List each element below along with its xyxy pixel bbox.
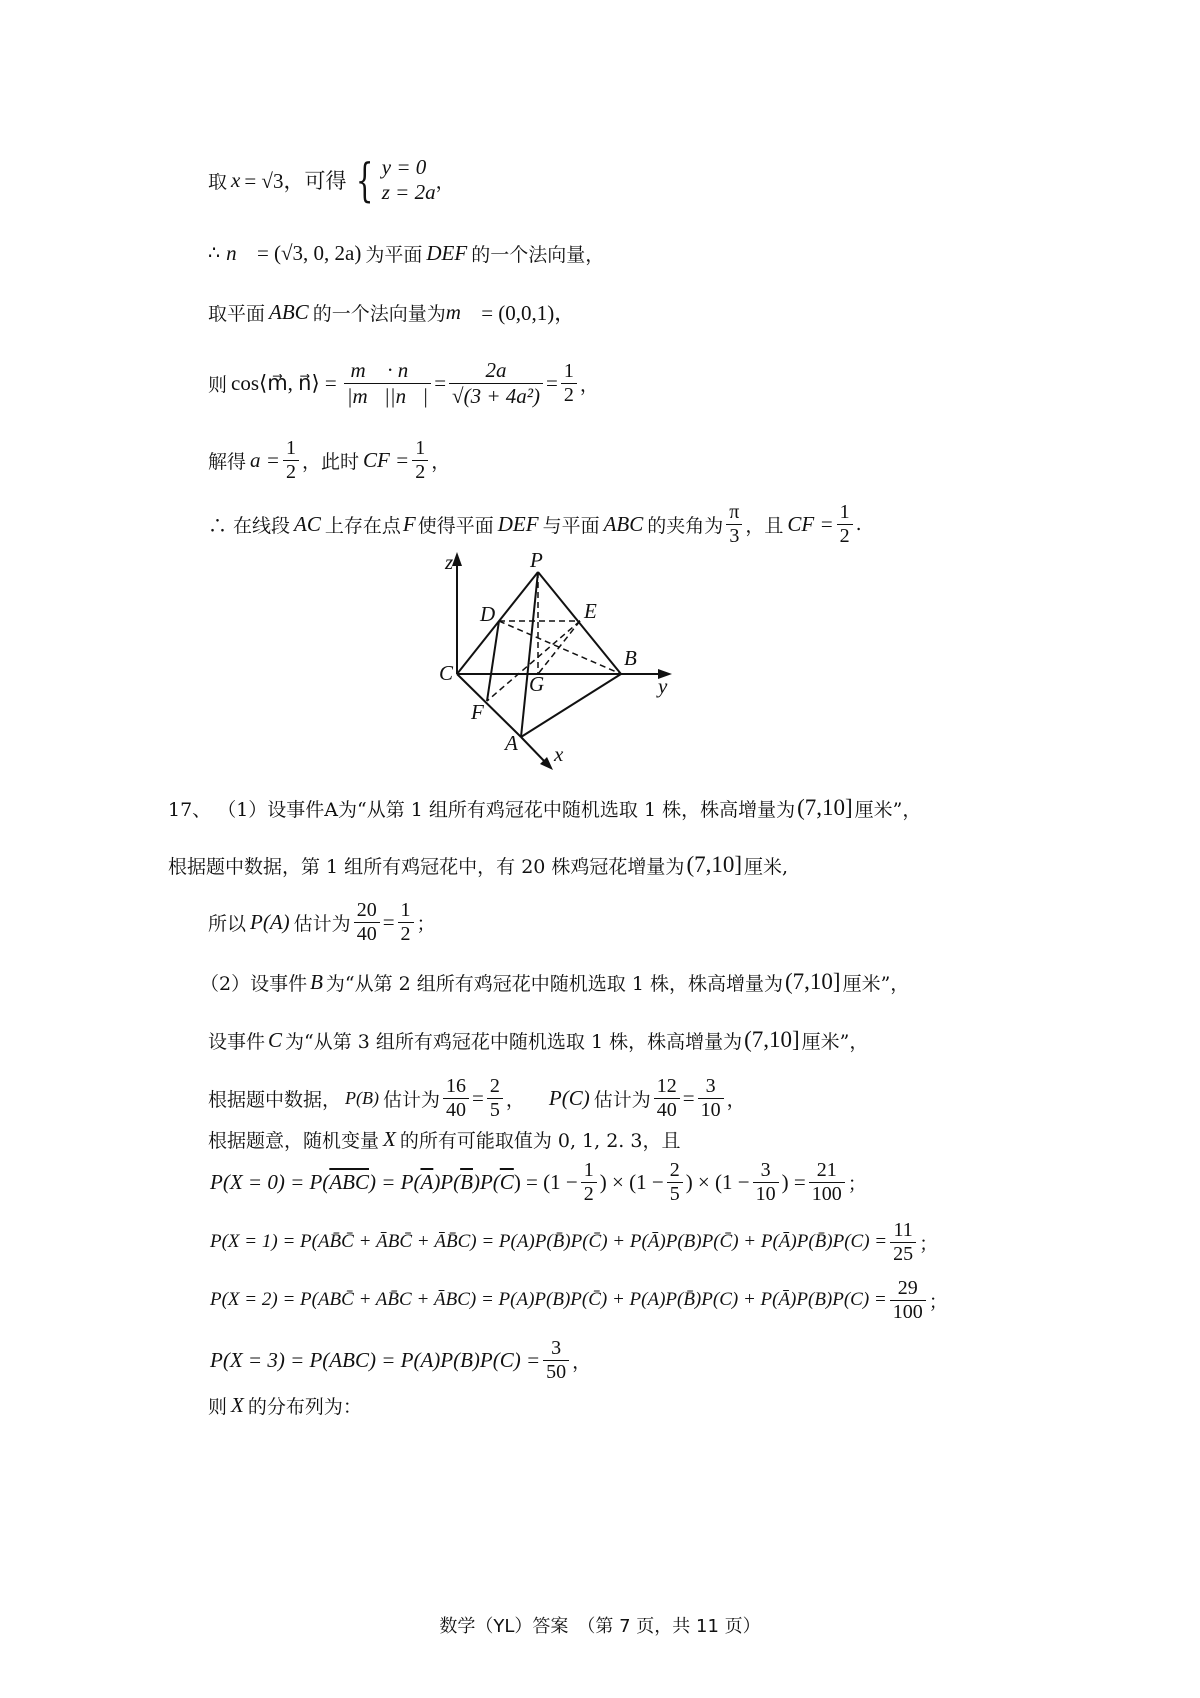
expr: ) = — [781, 1169, 806, 1194]
fraction: $\frac{3}{10}$ — [753, 1160, 779, 1205]
equals: = — [472, 1085, 484, 1110]
prob-x0-line — [210, 1154, 867, 1210]
q17-line-6 — [208, 1066, 746, 1130]
x-axis — [521, 737, 546, 763]
edge-pb — [538, 572, 621, 674]
text: 厘米, — [744, 855, 789, 878]
label-p: P — [530, 548, 543, 572]
interval: (7,10] — [784, 969, 841, 994]
equals: = — [682, 1085, 695, 1110]
equation-y: y = 0 — [381, 154, 427, 179]
text: ∴ 在线段 — [208, 514, 291, 537]
fraction: $\frac{3}{50}$ — [543, 1338, 569, 1383]
event-complement: $\overline{ABC}$ — [329, 1169, 369, 1194]
prob-b: P(B) — [345, 1087, 379, 1108]
z-axis-arrow — [452, 552, 462, 566]
plane-def: DEF — [497, 511, 539, 536]
fraction: $\frac{\pi}{3}$ — [726, 502, 742, 547]
fraction: $\frac{20}{40}$ — [354, 900, 380, 945]
text: ， — [435, 170, 455, 193]
fraction: $\frac{11}{25}$ — [890, 1220, 916, 1265]
text: 使得平面 — [417, 514, 494, 537]
text: （2）设事件 — [200, 972, 308, 995]
fraction: $\frac{16}{40}$ — [443, 1076, 469, 1121]
text: 则 — [208, 373, 228, 396]
event-a-bar: $\overline{A}$ — [420, 1169, 434, 1194]
text: ； — [919, 1232, 939, 1255]
fraction: $\frac{1}{2}$ — [561, 361, 577, 406]
equals: = — [546, 370, 558, 395]
expr: ) = P( — [368, 1169, 421, 1194]
label-g: G — [529, 672, 545, 696]
expr: ) = (1 − — [513, 1169, 578, 1194]
point-f: F — [402, 511, 416, 536]
label-f: F — [471, 700, 484, 724]
equals: = — [434, 370, 447, 395]
text: ， — [505, 1088, 525, 1111]
plane-def: DEF — [426, 240, 468, 265]
label-x: x — [554, 742, 564, 766]
text: 17、 （1）设事件A为“从第 1 组所有鸡冠花中随机选取 1 株，株高增量为 — [168, 798, 796, 821]
fraction: $\frac{29}{100}$ — [890, 1278, 926, 1323]
interval: (7,10] — [686, 852, 743, 877]
edge-pa — [521, 572, 538, 737]
fraction: $\frac{1}{2}$ — [412, 438, 428, 483]
text: 为“从第 2 组所有鸡冠花中随机选取 1 株，株高增量为 — [325, 972, 783, 995]
equation-z: z = 2a — [381, 180, 436, 204]
event-b: B — [310, 969, 323, 994]
text: 的分布列为： — [247, 1395, 362, 1418]
text: 则 — [208, 1395, 228, 1418]
text: ， — [726, 1088, 746, 1111]
text: ， — [572, 1350, 592, 1373]
text: 的一个法向量为 — [312, 302, 446, 325]
page-footer: 数学（YL）答案 （第 7 页，共 11 页） — [439, 1616, 761, 1637]
text: 的夹角为 — [647, 514, 724, 537]
cosine-expression: cos⟨m⃗, n⃗⟩ = — [231, 370, 337, 395]
q17-line-2 — [168, 845, 788, 885]
interval: (7,10] — [797, 795, 853, 820]
prob-a: P(A) — [250, 909, 290, 934]
label-b: B — [624, 646, 637, 670]
prob-x2-line — [210, 1272, 948, 1328]
vector-value: = (√3, 0, 2a) — [256, 240, 362, 265]
text: 取 — [208, 170, 228, 193]
var-x: X — [231, 1392, 244, 1417]
fraction: $\frac{1}{2}$ — [283, 438, 299, 483]
edge-pc — [457, 572, 538, 674]
vector-m: m⃗ — [445, 299, 478, 324]
expr: P(X = 3) = P(ABC) = P(A)P(B)P(C) = — [210, 1347, 541, 1372]
figure-lines — [452, 552, 672, 770]
text: ， — [431, 450, 451, 473]
text: ； — [928, 1290, 948, 1313]
label-a: A — [505, 731, 518, 755]
label-d: D — [480, 602, 496, 626]
expr: P(X = 2) = P(ABC̄ + AB̄C + ĀBC) = P(A)P(B)P(C̄) + P(A)P(B̄)P(C) + P(Ā)P(B)P(C) = — [210, 1289, 887, 1310]
text: 厘米”， — [801, 1030, 869, 1053]
text: 为平面 — [365, 243, 423, 266]
var-x: x — [231, 167, 241, 192]
equals: = — [382, 909, 395, 934]
segment-cf: CF = — [787, 511, 834, 536]
q17-line-3 — [208, 890, 436, 954]
edge-db — [499, 621, 621, 674]
fraction: $\frac{2a}{\text{√(3 + 4a²)}}$ — [449, 359, 543, 406]
fraction: $\frac{m⃗ \cdot n⃗}{|m⃗||n⃗|}$ — [344, 359, 431, 406]
fraction: $\frac{12}{40}$ — [654, 1076, 680, 1121]
text: 的一个法向量， — [471, 243, 605, 266]
text: 根据题意，随机变量 — [208, 1129, 380, 1152]
text: = √3，可得 — [244, 169, 347, 193]
text: 的所有可能取值为 0, 1, 2. 3，且 — [399, 1129, 681, 1152]
expr: ) × (1 − — [685, 1169, 750, 1194]
q17-line-7 — [208, 1124, 680, 1154]
expr: ) × (1 − — [599, 1169, 664, 1194]
expr: P(X = 1) = P(AB̄C̄ + ĀBC̄ + ĀB̄C) = P(A)P(B̄)P(C̄) + P(Ā)P(B)P(C̄) + P(Ā)P(B̄)P(C) = — [210, 1231, 888, 1252]
label-e: E — [584, 599, 597, 623]
fraction: $\frac{1}{2}$ — [837, 502, 853, 547]
plane-abc: ABC — [269, 299, 309, 324]
vector-value: = (0,0,1)， — [481, 301, 576, 325]
event-b-bar: $\overline{B}$ — [460, 1169, 473, 1194]
expr: )P( — [433, 1169, 461, 1194]
prob-x1-line — [210, 1214, 938, 1270]
event-c-bar: $\overline{C}$ — [499, 1169, 514, 1194]
text: ； — [847, 1172, 867, 1195]
text: 厘米”， — [854, 798, 922, 821]
text: 取平面 — [208, 302, 266, 325]
text: . — [855, 513, 862, 535]
label-z: z — [445, 550, 454, 574]
fraction: $\frac{2}{5}$ — [487, 1076, 503, 1121]
text: ，此时 — [301, 450, 359, 473]
label-c: C — [439, 661, 454, 685]
text: ， — [579, 373, 599, 396]
q17-line-5 — [208, 1020, 868, 1060]
text: 所以 — [208, 912, 247, 935]
text: 厘米”， — [842, 972, 910, 995]
edge-eg — [538, 621, 580, 674]
fraction: $\frac{1}{2}$ — [581, 1160, 597, 1205]
vector-n: n⃗ — [226, 240, 253, 265]
text: ，且 — [745, 514, 784, 537]
text: 与平面 — [542, 514, 600, 537]
var-a: a = — [250, 447, 280, 472]
expr: )P( — [472, 1169, 500, 1194]
interval: (7,10] — [744, 1027, 800, 1052]
equation-system: { y = 0 z = 2a — [356, 153, 436, 207]
text: 解得 — [208, 450, 247, 473]
event-c: C — [268, 1027, 283, 1052]
prob-c: P(C) — [548, 1085, 590, 1110]
text: 为“从第 3 组所有鸡冠花中随机选取 1 株，株高增量为 — [285, 1030, 743, 1053]
text: 根据题中数据， — [208, 1088, 342, 1111]
segment-cf: CF = — [362, 447, 410, 472]
prob-x3-line — [210, 1332, 591, 1388]
therefore-symbol: ∴ — [208, 242, 221, 264]
text: 估计为 — [593, 1088, 651, 1111]
text: 估计为 — [383, 1088, 441, 1111]
q17-line-1 — [168, 788, 921, 828]
label-y: y — [658, 674, 668, 698]
distribution-intro — [208, 1390, 362, 1420]
fraction: $\frac{21}{100}$ — [809, 1160, 845, 1205]
var-x: X — [383, 1126, 396, 1151]
text: 根据题中数据，第 1 组所有鸡冠花中，有 20 株鸡冠花增量为 — [168, 855, 685, 878]
expr: P(X = 0) = P( — [210, 1169, 330, 1194]
fraction: $\frac{3}{10}$ — [698, 1076, 724, 1121]
text: 上存在点 — [324, 514, 401, 537]
fraction: $\frac{2}{5}$ — [667, 1160, 683, 1205]
text: 设事件 — [208, 1030, 266, 1053]
segment-ac: AC — [294, 511, 321, 536]
fraction: $\frac{1}{2}$ — [398, 900, 414, 945]
q17-line-4 — [200, 962, 909, 1002]
text: 估计为 — [293, 912, 351, 935]
plane-abc: ABC — [603, 511, 644, 536]
text: ； — [416, 912, 436, 935]
